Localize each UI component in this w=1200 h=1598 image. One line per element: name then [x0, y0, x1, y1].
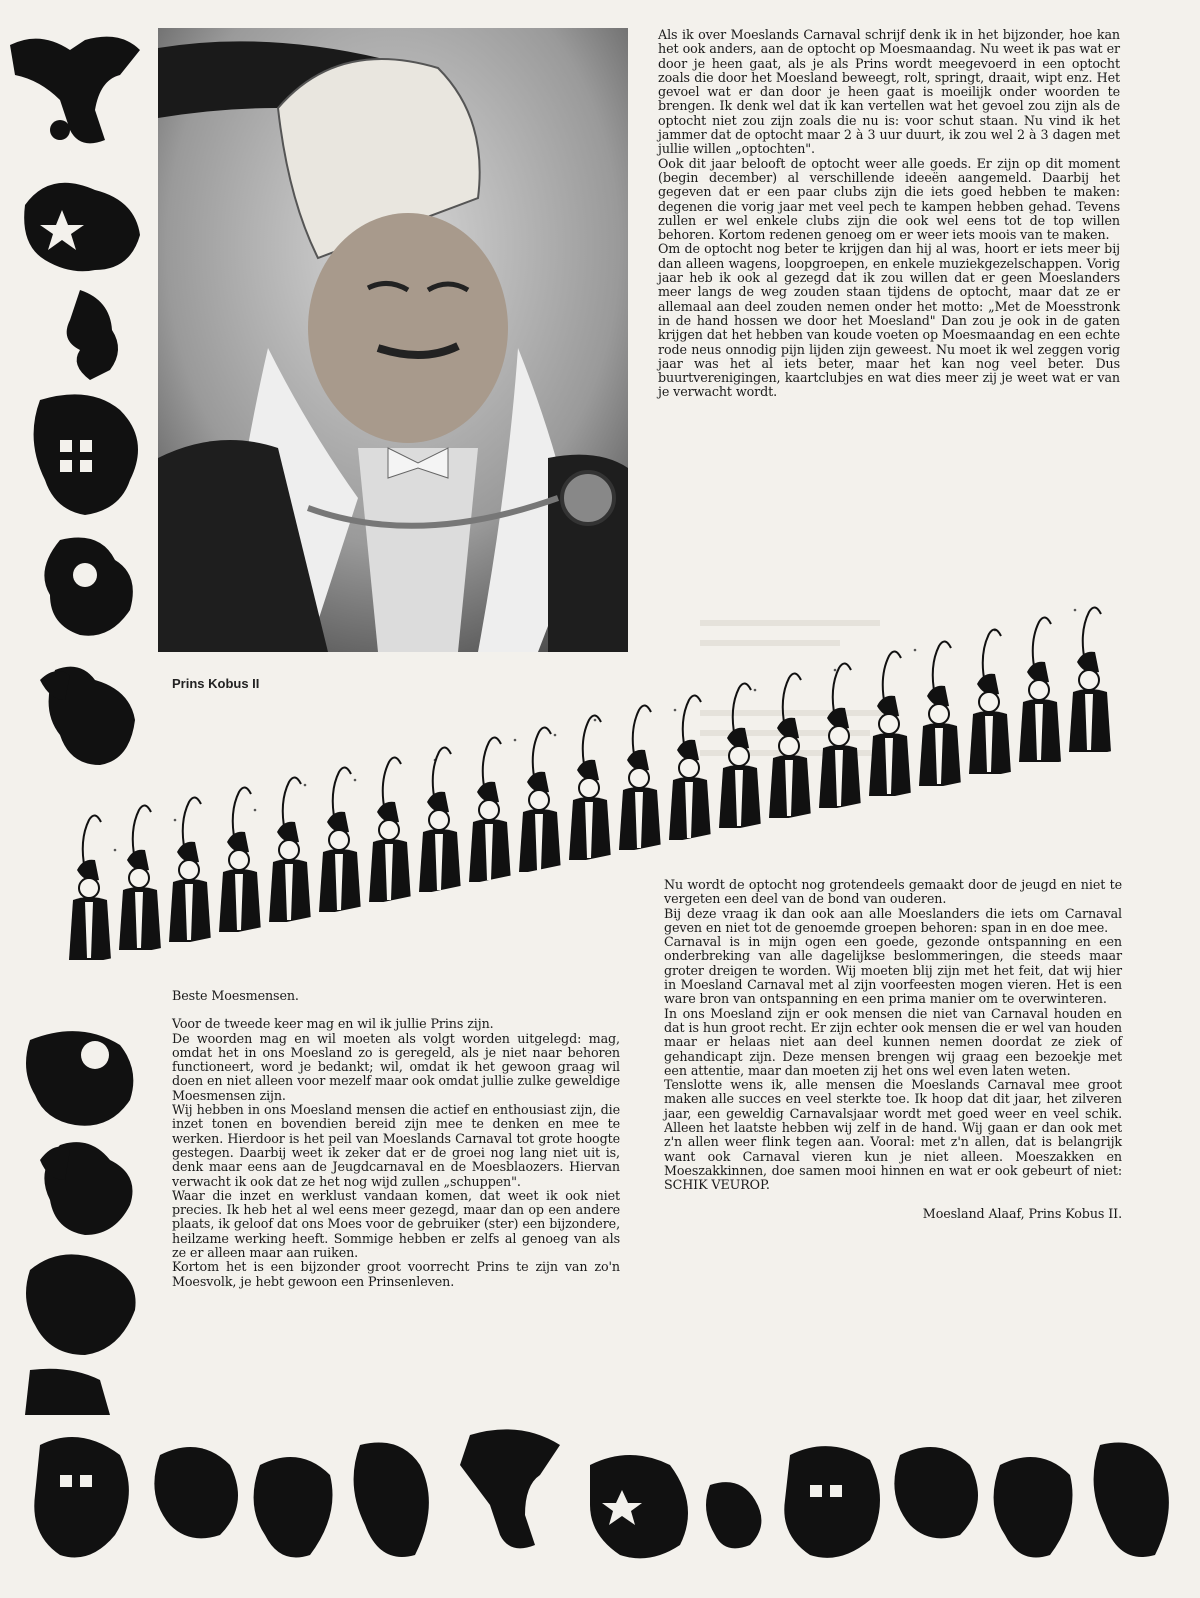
letter-greeting: Beste Moesmensen. [172, 988, 299, 1003]
closing-paragraph: Bij deze vraag ik dan ook aan alle Moeslanders die iets om Carnaval geven en niet tot de genoemde groepen behoren: span in en doe mee. [664, 905, 1122, 935]
letter-paragraph: Waar die inzet en werklust vandaan komen, dat weet ik ook niet precies. Ik heb het al wel eens meer gezegd, maar dan op een andere plaats, ik geloof dat ons Moes voor de gebruiker (ster) een bijzondere, heilzame werking heeft. Sommige hebben er zelfs al genoeg van als ze er alleen maar aan ruiken. [172, 1187, 620, 1261]
closing-paragraph: Tenslotte wens ik, alle mensen die Moeslands Carnaval mee groot maken alle succes en veel sterkte toe. Ik hoop dat dit jaar, het zilveren jaar, een geweldig Carnavalsjaar wordt met goed weer en veel schik. Alleen het laatste hebben wij zelf in de hand. Wij gaan er dan ook met z'n allen weer flink tegen aan. Vooral: met z'n allen, dat is belangrijk want ook Carnaval vieren kun je niet alleen. Moeszakken en Moeszakkinnen, doe samen mooi hinnen en wat er ook gebeurt of niet: SCHIK VEUROP. [664, 1077, 1122, 1193]
letter-column [172, 989, 620, 1289]
intro-column [658, 28, 1120, 400]
intro-paragraph: Als ik over Moeslands Carnaval schrijf denk ik in het bijzonder, hoe kan het ook anders, aan de optocht op Moesmaandag. Nu weet ik pas wat er door je heen gaat, als je als Prins wordt meegevoerd in een optocht zoals die door het Moesland beweegt, rolt, springt, draait, wipt enz. Het gevoel wat er dan door je heen gaat is moeilijk onder woorden te brengen. Ik denk wel dat ik kan vertellen wat het gevoel zou zijn als de optocht niet zou zijn zoals die nu is: voor schut staan. Nu vind ik het jammer dat de optocht maar 2 à 3 uur duurt, ik zou wel 2 à 3 dagen met jullie willen „optochten". [658, 27, 1120, 157]
portrait-photo [158, 28, 628, 652]
closing-paragraph: Nu wordt de optocht nog grotendeels gemaakt door de jeugd en niet te vergeten een deel van de bond van ouderen. [664, 877, 1122, 907]
closing-column [664, 878, 1122, 1221]
intro-paragraph: Om de optocht nog beter te krijgen dan hij al was, hoort er iets meer bij dan alleen wagens, loopgroepen, en enkele muziekgezelschappen. Vorig jaar heb ik ook al gezegd dat ik zou willen dat er geen Moeslanders meer langs de weg zouden staan tijdens de optocht, maar dat ze er allemaal aan deel zouden nemen onder het motto: „Met de Moesstronk in de hand hossen we door het Moesland" Dan zou je ook in de gaten krijgen dat het hebben van koude voeten op Moesmaandag en een echte rode neus onnodig pijn lijden zijn geweest. Nu moet ik wel zeggen vorig jaar was het al iets beter, maar het kan nog veel beter. Dus buurtverenigingen, kaartclubjes en wat dies meer zij je weet wat er van je verwacht wordt. [658, 241, 1120, 400]
letter-paragraph: Wij hebben in ons Moesland mensen die actief en enthousiast zijn, die inzet tonen en bovendien bereid zijn mee te denken en mee te werken. Hierdoor is het peil van Moeslands Carnaval tot grote hoogte gestegen. Daarbij weet ik zeker dat er de groei nog lang niet uit is, denk maar eens aan de Jeugdcarnaval en de Moesblaozers. Hiervan verwacht ik ook dat ze het nog wijd zullen „schuppen". [172, 1102, 620, 1189]
photo-caption: Prins Kobus II [172, 676, 260, 691]
carnival-figures-border-bottom [20, 1405, 1180, 1585]
letter-paragraph: De woorden mag en wil moeten als volgt worden uitgelegd: mag, omdat het in ons Moesland zo is geregeld, als je niet naar behoren functioneert, word je bedankt; wil, omdat ik het gewoon graag wil doen en niet alleen voor mezelf maar ook omdat jullie zulke geweldige Moesmensen zijn. [172, 1030, 620, 1103]
letter-paragraph: Voor de tweede keer mag en wil ik jullie Prins zijn. [172, 1016, 494, 1032]
closing-paragraph: In ons Moesland zijn er ook mensen die niet van Carnaval houden en dat is hun groot recht. Er zijn echter ook mensen die er wel van houden maar er helaas niet aan deel kunnen nemen doordat ze ziek of gehandicapt zijn. Deze mensen brengen wij graag een bezoekje met een attentie, maar dan moeten zij het ons wel even laten weten. [664, 1005, 1122, 1078]
closing-paragraph: Carnaval is in mijn ogen een goede, gezonde ontspanning en een onderbreking van alle dagelijkse beslommeringen, die steeds maar groter dreigen te worden. Wij moeten blij zijn met het feit, dat wij hier in Moesland Carnaval met al zijn voorfeesten mogen vieren. Het is een ware bron van ontspanning en een prima manier om te overwinteren. [664, 934, 1122, 1007]
intro-paragraph: Ook dit jaar belooft de optocht weer alle goeds. Er zijn op dit moment (begin december) al verschillende ideeën aangemeld. Daarbij het gegeven dat er een paar clubs zijn die iets goed hebben te maken: degenen die vorig jaar met veel pech te kampen hebben gehad. Tevens zullen er wel enkele clubs zijn die ook wel eens tot de top willen behoren. Kortom redenen genoeg om er weer iets moois van te maken. [658, 155, 1120, 243]
letter-paragraph: Kortom het is een bijzonder groot voorrecht Prins te zijn van zo'n Moesvolk, je hebt gewoon een Prinsenleven. [172, 1259, 620, 1289]
signoff: Moesland Alaaf, Prins Kobus II. [922, 1205, 1122, 1221]
